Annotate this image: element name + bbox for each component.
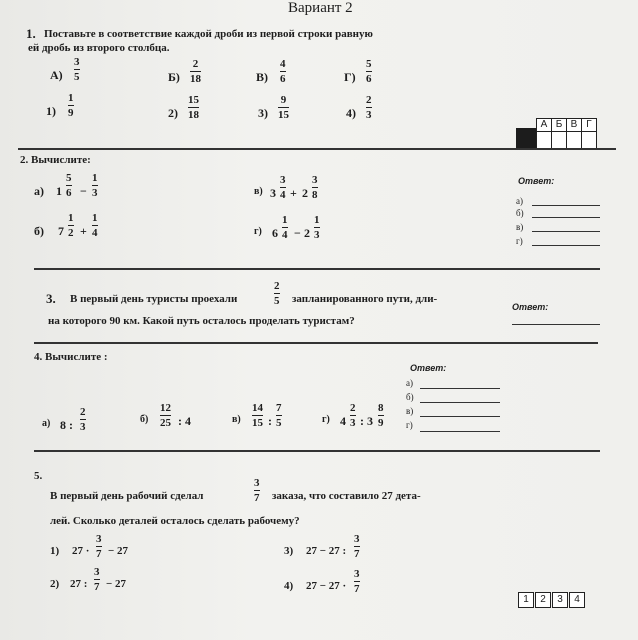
task4-answer-g-label: г): [406, 420, 413, 430]
task4-v-fraction1: 14 15: [252, 402, 263, 429]
task5-option4-a: 27 − 27 ·: [306, 580, 347, 592]
task2-v-operator: +: [290, 186, 297, 200]
task5-choice-3[interactable]: 3: [552, 592, 568, 608]
variant-title: Вариант 2: [288, 0, 353, 16]
task4-answer-b-line[interactable]: [420, 402, 500, 403]
task1-label-4: 4): [346, 106, 356, 120]
task2-a-whole: 1: [56, 184, 62, 198]
task2-a-operator: −: [80, 184, 87, 198]
task5-option3-label: 3): [284, 545, 294, 557]
task5-choice-2[interactable]: 2: [535, 592, 551, 608]
task2-a-label: а): [34, 184, 44, 198]
task4-b-tail: : 4: [178, 414, 191, 428]
task3-answer-title: Ответ:: [512, 302, 549, 312]
task1-label-a: А): [50, 68, 63, 82]
task1-answer-grid-black-cell: [516, 128, 536, 149]
task5-choice-4[interactable]: 4: [569, 592, 585, 608]
task4-g-operator: : 3: [360, 414, 373, 428]
task2-b-fraction2: 1 4: [92, 212, 98, 239]
task1-fraction-b: 2 18: [190, 58, 201, 85]
task5-option1-fraction: 3 7: [96, 533, 102, 560]
task1-grid-header-a: А: [536, 118, 552, 132]
task3-text-a: В первый день туристы проехали: [70, 293, 238, 305]
task2-v-fraction1: 3 4: [280, 174, 286, 201]
task2-a-fraction2: 1 3: [92, 172, 98, 199]
task1-fraction-a: 3 5: [74, 56, 80, 83]
task4-answer-g-line[interactable]: [420, 431, 500, 432]
task1-grid-header-g: Г: [581, 118, 597, 132]
task5-option1-b: − 27: [108, 545, 129, 557]
task4-title: 4. Вычислите :: [34, 351, 108, 363]
task2-answer-v-line[interactable]: [532, 231, 600, 232]
task1-label-g: Г): [344, 70, 356, 84]
task4-answer-a-label: а): [406, 378, 413, 388]
task5-choice-1[interactable]: 1: [518, 592, 534, 608]
divider-2: [34, 268, 600, 270]
task5-option1-label: 1): [50, 545, 60, 557]
task4-a-whole: 8 :: [60, 418, 73, 432]
task1-grid-header-b: Б: [551, 118, 567, 132]
task2-v-label: в): [254, 186, 263, 197]
task4-g-whole: 4: [340, 414, 346, 428]
divider-4: [34, 450, 600, 452]
task2-answer-a-line[interactable]: [532, 205, 600, 206]
task4-a-fraction: 2 3: [80, 406, 86, 433]
task5-option4-fraction: 3 7: [354, 568, 360, 595]
task3-fraction: 2 5: [274, 280, 280, 307]
task4-g-label: г): [322, 414, 330, 425]
task3-answer-line[interactable]: [512, 324, 600, 325]
task5-text-b: заказа, что составило 27 дета-: [272, 490, 421, 502]
task4-b-fraction: 12 25: [160, 402, 171, 429]
task5-text-line2: лей. Сколько деталей осталось сделать рабочему?: [50, 515, 300, 527]
divider-1: [18, 148, 616, 150]
task1-label-3: 3): [258, 106, 268, 120]
task1-fraction-3: 9 15: [278, 94, 289, 121]
task2-v-fraction2: 3 8: [312, 174, 318, 201]
task4-g-fraction2: 8 9: [378, 402, 384, 429]
task2-g-whole2: 2: [304, 226, 310, 240]
task2-g-fraction1: 1 4: [282, 214, 288, 241]
task4-v-fraction2: 7 5: [276, 402, 282, 429]
task4-v-label: в): [232, 414, 241, 425]
task2-answer-title: Ответ:: [518, 176, 555, 186]
task4-answer-a-line[interactable]: [420, 388, 500, 389]
task2-v-whole2: 2: [302, 186, 308, 200]
task2-a-fraction1: 5 6: [66, 172, 72, 199]
task2-b-whole: 7: [58, 224, 64, 238]
task3-text-line2: на которого 90 км. Какой путь осталось проделать туристам?: [48, 315, 355, 327]
task4-answer-v-line[interactable]: [420, 416, 500, 417]
task2-answer-g-line[interactable]: [532, 245, 600, 246]
task2-b-label: б): [34, 224, 44, 238]
task5-text-a: В первый день рабочий сделал: [50, 490, 204, 502]
task1-fraction-1: 1 9: [68, 92, 74, 119]
task4-answer-b-label: б): [406, 392, 414, 402]
task4-answer-title: Ответ:: [410, 363, 447, 373]
task5-option2-fraction: 3 7: [94, 566, 100, 593]
task2-answer-v-label: в): [516, 222, 524, 232]
task2-answer-a-label: а): [516, 196, 523, 206]
divider-3: [34, 342, 598, 344]
task5-option3-fraction: 3 7: [354, 533, 360, 560]
task1-label-2: 2): [168, 106, 178, 120]
task5-option2-label: 2): [50, 578, 60, 590]
task5-option4-label: 4): [284, 580, 294, 592]
task4-b-label: б): [140, 414, 149, 425]
task2-g-whole1: 6: [272, 226, 278, 240]
task5-number: 5.: [34, 470, 43, 482]
task1-text-line2: ей дробь из второго столбца.: [28, 42, 170, 54]
task5-option3-a: 27 − 27 :: [306, 545, 347, 557]
task1-fraction-4: 2 3: [366, 94, 372, 121]
task2-b-operator: +: [80, 224, 87, 238]
task2-answer-b-label: б): [516, 208, 524, 218]
task5-option2-a: 27 :: [70, 578, 88, 590]
task1-number: 1.: [26, 26, 36, 41]
task2-b-fraction1: 1 2: [68, 212, 74, 239]
task5-fraction: 3 7: [254, 477, 260, 504]
task2-answer-g-label: г): [516, 236, 523, 246]
task1-label-1: 1): [46, 104, 56, 118]
task2-g-fraction2: 1 3: [314, 214, 320, 241]
task5-option1-a: 27 ·: [72, 545, 90, 557]
task2-g-operator: −: [294, 226, 301, 240]
task3-text-b: запланированного пути, дли-: [292, 293, 438, 305]
task5-option2-b: − 27: [106, 578, 127, 590]
task1-label-v: В): [256, 70, 268, 84]
task1-fraction-v: 4 6: [280, 58, 286, 85]
task1-label-b: Б): [168, 70, 180, 84]
task4-answer-v-label: в): [406, 406, 414, 416]
task4-g-fraction1: 2 3: [350, 402, 356, 429]
task2-v-whole1: 3: [270, 186, 276, 200]
task1-grid-header-v: В: [566, 118, 582, 132]
task2-answer-b-line[interactable]: [532, 217, 600, 218]
task2-title: 2. Вычислите:: [20, 154, 91, 166]
task4-v-operator: :: [268, 414, 272, 428]
task1-fraction-g: 5 6: [366, 58, 372, 85]
task1-text-line1: Поставьте в соответствие каждой дроби из первой строки равную: [44, 28, 373, 40]
task1-fraction-2: 15 18: [188, 94, 199, 121]
task2-g-label: г): [254, 226, 262, 237]
task4-a-label: а): [42, 418, 51, 429]
task3-number: 3.: [46, 291, 56, 306]
